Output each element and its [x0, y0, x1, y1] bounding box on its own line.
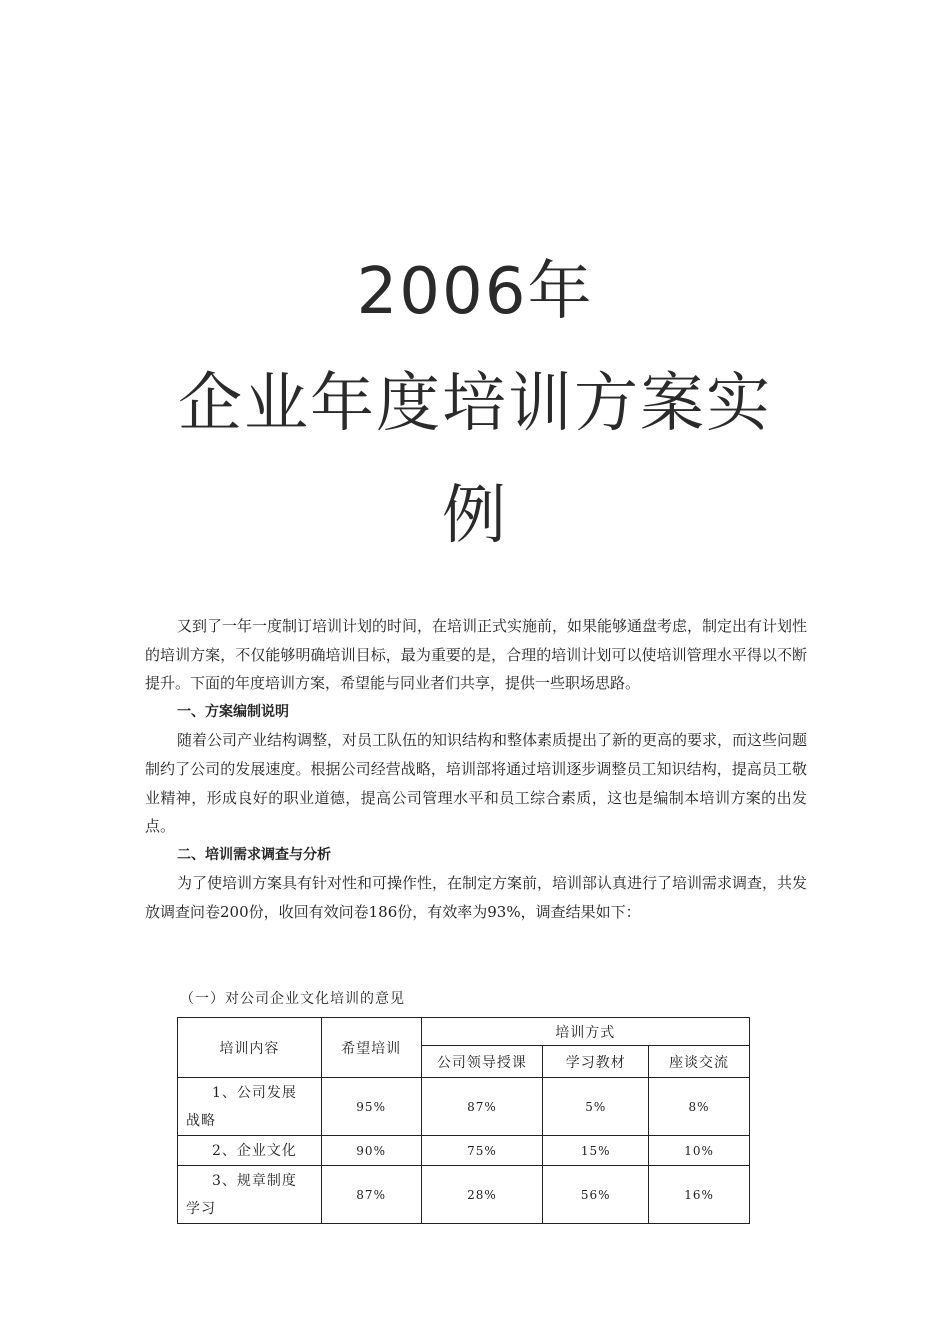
row-leader: 87% — [421, 1078, 543, 1136]
title-tail: 例 — [442, 479, 508, 553]
row-leader: 75% — [421, 1136, 543, 1166]
section-heading-2: 二、培训需求调查与分析 — [177, 846, 331, 863]
row-discussion: 10% — [649, 1136, 750, 1166]
header-content: 培训内容 — [178, 1018, 322, 1078]
table-row — [178, 1136, 750, 1166]
table-caption: （一）对公司企业文化培训的意见 — [180, 991, 405, 1007]
row-discussion: 16% — [649, 1166, 750, 1224]
document-body — [145, 612, 807, 927]
table-row — [178, 1078, 750, 1136]
row-hope: 87% — [321, 1166, 421, 1224]
header-leader: 公司领导授课 — [421, 1046, 543, 1078]
row-material: 5% — [543, 1078, 649, 1136]
header-hope: 希望培训 — [321, 1018, 421, 1078]
header-material: 学习教材 — [543, 1046, 649, 1078]
document-title — [0, 236, 950, 572]
table-header-row — [178, 1018, 750, 1046]
row-discussion: 8% — [649, 1078, 750, 1136]
row-leader: 28% — [421, 1166, 543, 1224]
row-item: 1、公司发展 战略 — [178, 1078, 322, 1136]
row-material: 15% — [543, 1136, 649, 1166]
title-year: 2006年 — [356, 255, 594, 329]
row-hope: 90% — [321, 1136, 421, 1166]
section-heading-1: 一、方案编制说明 — [177, 703, 289, 720]
table-row — [178, 1166, 750, 1224]
title-main: 企业年度培训方案实 — [178, 367, 772, 441]
intro-paragraph: 又到了一年一度制订培训计划的时间，在培训正式实施前，如果能够通盘考虑，制定出有计划性的培训方案，不仅能够明确培训目标，最为重要的是，合理的培训计划可以使培训管理水平得以不断提升。下面的年度培训方案，希望能与同业者们共享，提供一些职场思路。 — [145, 617, 808, 693]
row-hope: 95% — [321, 1078, 421, 1136]
row-item: 3、规章制度 学习 — [178, 1166, 322, 1224]
survey-table — [177, 1017, 750, 1224]
section-body-2: 为了使培训方案具有针对性和可操作性，在制定方案前，培训部认真进行了培训需求调查，共发放调查问卷200份，收回有效问卷186份，有效率为93%，调查结果如下： — [145, 874, 808, 921]
row-material: 56% — [543, 1166, 649, 1224]
header-discussion: 座谈交流 — [649, 1046, 750, 1078]
section-body-1: 随着公司产业结构调整，对员工队伍的知识结构和整体素质提出了新的更高的要求，而这些问题制约了公司的发展速度。根据公司经营战略，培训部将通过培训逐步调整员工知识结构，提高员工敬业精神，形成良好的职业道德，提高公司管理水平和员工综合素质，这也是编制本培训方案的出发点。 — [145, 731, 808, 836]
header-method: 培训方式 — [421, 1018, 749, 1046]
row-item: 2、企业文化 — [178, 1136, 322, 1166]
